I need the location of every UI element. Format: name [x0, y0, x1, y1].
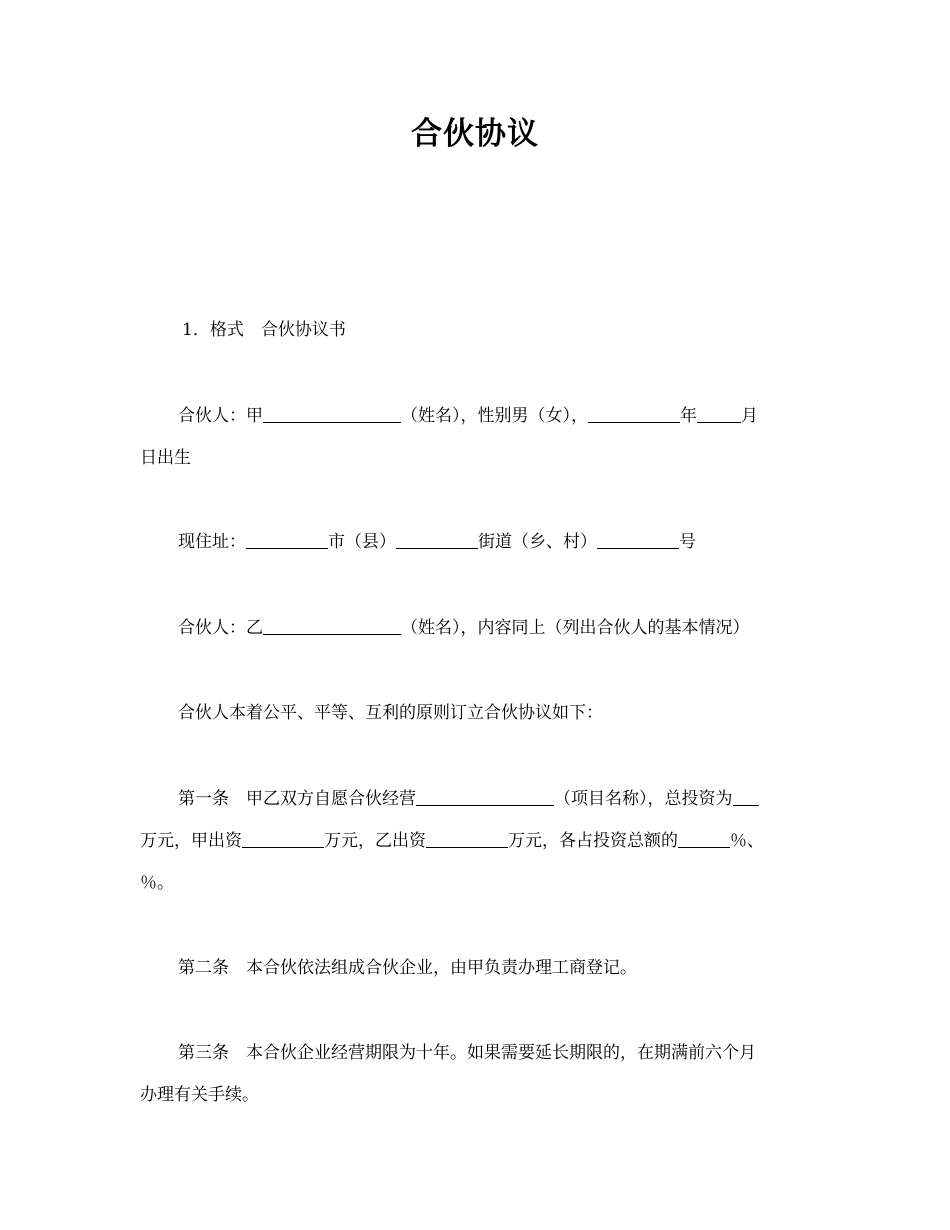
partner-a-year-blank	[588, 404, 680, 423]
partner-b-rest: （姓名），内容同上（列出合伙人的基本情况）	[401, 618, 750, 638]
address-number-label: 号	[679, 532, 696, 552]
address-line	[140, 521, 810, 563]
address-street-label: 街道（乡、村）	[478, 532, 597, 552]
article-1-pct-blank	[678, 829, 730, 848]
partner-a-month-blank	[697, 404, 741, 423]
article-1-line-3: ％。	[140, 873, 174, 893]
partner-a-line-1	[140, 395, 810, 437]
format-line-text: 1．格式 合伙协议书	[182, 320, 346, 340]
partner-b-name-blank	[263, 616, 401, 635]
article-1-pct-a: ％、	[730, 831, 764, 851]
partner-a-month-label: 月	[741, 406, 758, 426]
address-label: 现住址：	[178, 532, 246, 552]
article-1-lead: 第一条 甲乙双方自愿合伙经营	[178, 789, 416, 809]
preamble-text: 合伙人本着公平、平等、互利的原则订立合伙协议如下：	[178, 703, 603, 723]
partner-a-paragraph	[140, 395, 810, 479]
article-1-project: （项目名称），总投资为	[554, 789, 733, 809]
article-1-unit-b: 万元，各占投资总额的	[508, 831, 678, 851]
partner-a-label: 合伙人：甲	[178, 406, 263, 426]
partner-b-line	[140, 607, 810, 649]
address-city-blank	[246, 530, 328, 549]
article-1	[140, 778, 810, 904]
address-paragraph	[140, 521, 810, 563]
article-1-unit-total: 万元，甲出资	[140, 831, 242, 851]
partner-a-born: 日出生	[140, 448, 191, 468]
document-title: 合伙协议	[411, 116, 539, 152]
article-3-line-1: 第三条 本合伙企业经营期限为十年。如果需要延长期限的，在期满前六个月	[178, 1043, 756, 1063]
partner-b-label: 合伙人：乙	[178, 618, 263, 638]
article-1-total-blank	[733, 787, 759, 806]
article-2	[140, 947, 810, 989]
article-1-b-blank	[426, 829, 508, 848]
article-1-line-1	[140, 778, 810, 820]
partner-b-paragraph	[140, 607, 810, 649]
address-street-blank	[396, 530, 478, 549]
preamble-paragraph	[140, 692, 810, 734]
address-number-blank	[597, 530, 679, 549]
article-3-line-2: 办理有关手续。	[140, 1085, 259, 1105]
partner-a-name-blank	[263, 404, 401, 423]
partner-a-year-label: 年	[680, 406, 697, 426]
article-1-a-blank	[242, 829, 324, 848]
article-3	[140, 1032, 810, 1116]
article-2-text: 第二条 本合伙依法组成合伙企业，由甲负责办理工商登记。	[178, 958, 637, 978]
article-1-unit-a: 万元，乙出资	[324, 831, 426, 851]
partner-a-name-hint: （姓名），性别男（女），	[401, 406, 588, 426]
format-line	[140, 309, 810, 351]
address-city-label: 市（县）	[328, 532, 396, 552]
article-1-project-blank	[416, 787, 554, 806]
article-1-line-2	[140, 820, 810, 862]
